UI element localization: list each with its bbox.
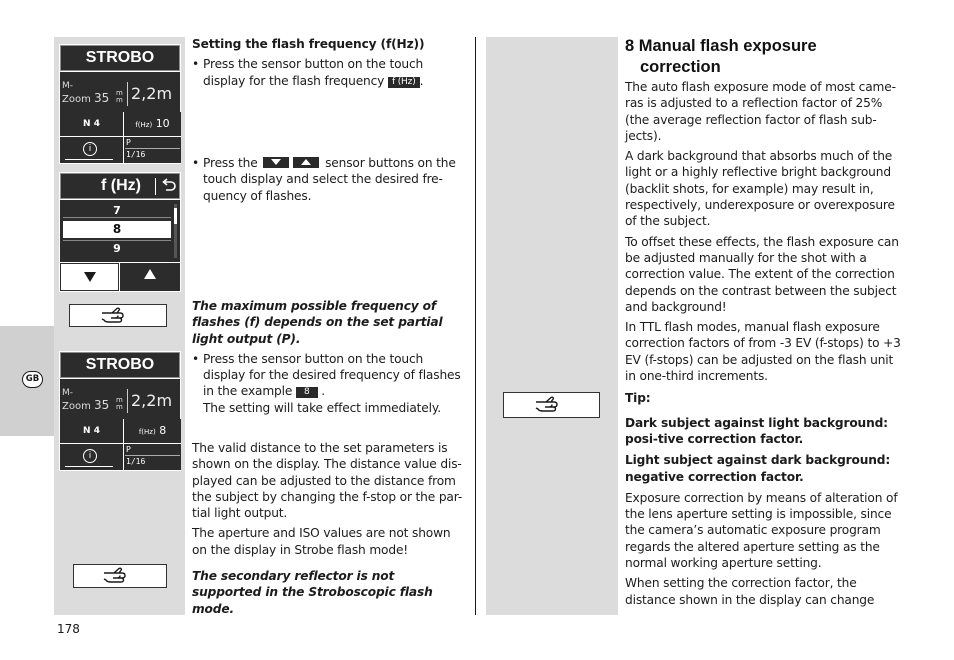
paragraph: The valid distance to the set parameters is shown on the display. The distance value dis-played can be adjusted to the distance from the subject by changing the f-stop or the par-tial light output.	[192, 441, 463, 521]
underline-bar	[65, 159, 113, 160]
right-gray-strip	[486, 37, 618, 615]
frequency-cell[interactable]: f(Hz) 8	[124, 419, 181, 443]
display-bottom-row	[60, 443, 180, 471]
side-tab-badge	[22, 371, 43, 388]
p-label: P	[126, 445, 131, 454]
note-text-1: The maximum possible frequency of flashes (f) depends on the set partial light output (P).	[192, 299, 443, 346]
paragraph: A dark background that absorbs much of the light or a highly reflective bright background (backlit shots, for example) may result in, respectively, underexposure or overexposure of the subject.	[625, 149, 895, 229]
fhz-button-chip: f (Hz)	[388, 77, 420, 88]
display-title: STROBO	[60, 352, 180, 378]
pointing-hand-icon	[102, 567, 138, 585]
display-main-area	[60, 72, 180, 112]
frequency-selector-display	[59, 172, 181, 292]
divider	[127, 82, 128, 106]
section-8-heading	[625, 36, 885, 78]
display-bottom-row	[60, 136, 180, 164]
info-icon: i	[83, 142, 97, 156]
distance-value: 2,2m	[131, 84, 173, 103]
side-tab-label: GB	[25, 374, 40, 384]
title-divider	[155, 178, 156, 195]
up-arrow-chip	[293, 157, 319, 168]
pointing-hand-icon	[100, 307, 136, 325]
mode-label: M-	[62, 388, 74, 398]
triangle-up-icon	[301, 159, 311, 165]
n-value-cell[interactable]: N 4	[60, 419, 123, 443]
down-arrow-chip	[263, 157, 289, 168]
zoom-label: Zoom 35	[62, 398, 110, 412]
list-item[interactable]: 9	[113, 242, 121, 255]
page-number: 178	[57, 622, 80, 636]
bullet-3-line-2: The setting will take effect immediately.	[203, 400, 441, 415]
info-cell[interactable]	[60, 444, 123, 470]
p-value: 1/16	[126, 457, 146, 466]
bullet-3: • Press the sensor button on the touch display for the desired frequency of flashes in the example 8 . The setting will take effect immediately.	[192, 351, 467, 416]
triangle-up-icon	[144, 269, 156, 279]
scrollbar-thumb[interactable]	[174, 208, 177, 224]
value-8-chip: 8	[296, 387, 318, 398]
up-button[interactable]	[120, 263, 180, 291]
cell-divider	[125, 455, 180, 456]
tip-1: Dark subject against light background: posi-tive correction factor.	[625, 415, 888, 446]
zoom-label: Zoom 35	[62, 91, 110, 105]
down-button[interactable]	[60, 263, 119, 291]
note-box-1	[69, 304, 167, 327]
partial-output-cell[interactable]	[124, 137, 181, 163]
tip-note-box	[503, 392, 600, 418]
column-divider	[475, 37, 476, 615]
col2-body	[625, 79, 903, 612]
tip-2: Light subject against dark background: negative correction factor.	[625, 453, 891, 484]
frequency-list	[60, 200, 180, 262]
unit-mm: m m	[116, 89, 123, 104]
divider	[127, 389, 128, 413]
p-value: 1/16	[126, 150, 146, 159]
partial-output-cell[interactable]	[124, 444, 181, 470]
strobo-display-2	[59, 351, 181, 471]
list-separator	[63, 217, 171, 218]
note-box-2	[73, 564, 167, 588]
triangle-down-icon	[271, 159, 281, 165]
col1-block-4	[192, 440, 467, 562]
section-heading: Setting the flash frequency (f(Hz))	[192, 37, 425, 51]
paragraph: The aperture and ISO values are not shown on the display in Strobe flash mode!	[192, 526, 451, 557]
list-item-selected[interactable]: 8	[63, 221, 171, 238]
col1-block-3	[192, 298, 467, 416]
col1-block-2	[192, 155, 464, 204]
display-value-row	[60, 419, 180, 443]
p-label: P	[126, 138, 131, 147]
bullet-2: • Press the sensor buttons on the touch display and select the desired fre-quency of flashes.	[192, 155, 464, 204]
display-main-area	[60, 379, 180, 419]
triangle-down-icon	[84, 272, 96, 282]
cell-divider	[125, 148, 180, 149]
strobo-display-1	[59, 44, 181, 164]
list-item[interactable]: 7	[113, 204, 121, 217]
scrollbar[interactable]	[174, 204, 177, 258]
bullet-1: • Press the sensor button on the touch display for the flash frequency f (Hz) .	[192, 56, 467, 89]
n-value-cell[interactable]: N 4	[60, 112, 123, 136]
pointing-hand-icon	[534, 396, 570, 414]
col1-block-5	[192, 568, 467, 617]
paragraph: The auto flash exposure mode of most came-ras is adjusted to a reflection factor of 25% (the average reflection factor of flash sub-jects).	[625, 80, 896, 143]
underline-bar	[65, 466, 113, 467]
mode-label: M-	[62, 81, 74, 91]
return-arrow-icon[interactable]	[161, 178, 177, 194]
paragraph: In TTL flash modes, manual flash exposure correction factors of from -3 EV (f-stops) to +3 EV (f-stops) can be adjusted on the flash unit in one-third increments.	[625, 320, 901, 384]
list-separator	[63, 240, 171, 241]
display-value-row	[60, 112, 180, 136]
tip-label: Tip:	[625, 391, 651, 406]
frequency-cell[interactable]: f(Hz) 10	[124, 112, 181, 136]
col1-block-1	[192, 36, 467, 89]
note-text-2: The secondary reflector is not supported in the Stroboscopic flash mode.	[192, 569, 433, 616]
unit-mm: m m	[116, 396, 123, 411]
paragraph: When setting the correction factor, the distance shown in the display can change	[625, 576, 875, 607]
distance-value: 2,2m	[131, 391, 173, 410]
heading-text: 8 Manual flash exposure correction	[625, 37, 817, 76]
display-title: STROBO	[60, 45, 180, 71]
info-cell[interactable]	[60, 137, 123, 163]
paragraph: Exposure correction by means of alteration of the lens aperture setting is impossible, since the camera’s automatic exposure program regards the altered aperture setting as the normal working aperture setting.	[625, 490, 898, 571]
paragraph: To offset these effects, the flash exposure can be adjusted manually for the shot with a correction value. The extent of the correction depends on the contrast between the subject and background!	[625, 234, 899, 314]
info-icon: i	[83, 449, 97, 463]
selector-title: f (Hz)	[60, 173, 180, 199]
